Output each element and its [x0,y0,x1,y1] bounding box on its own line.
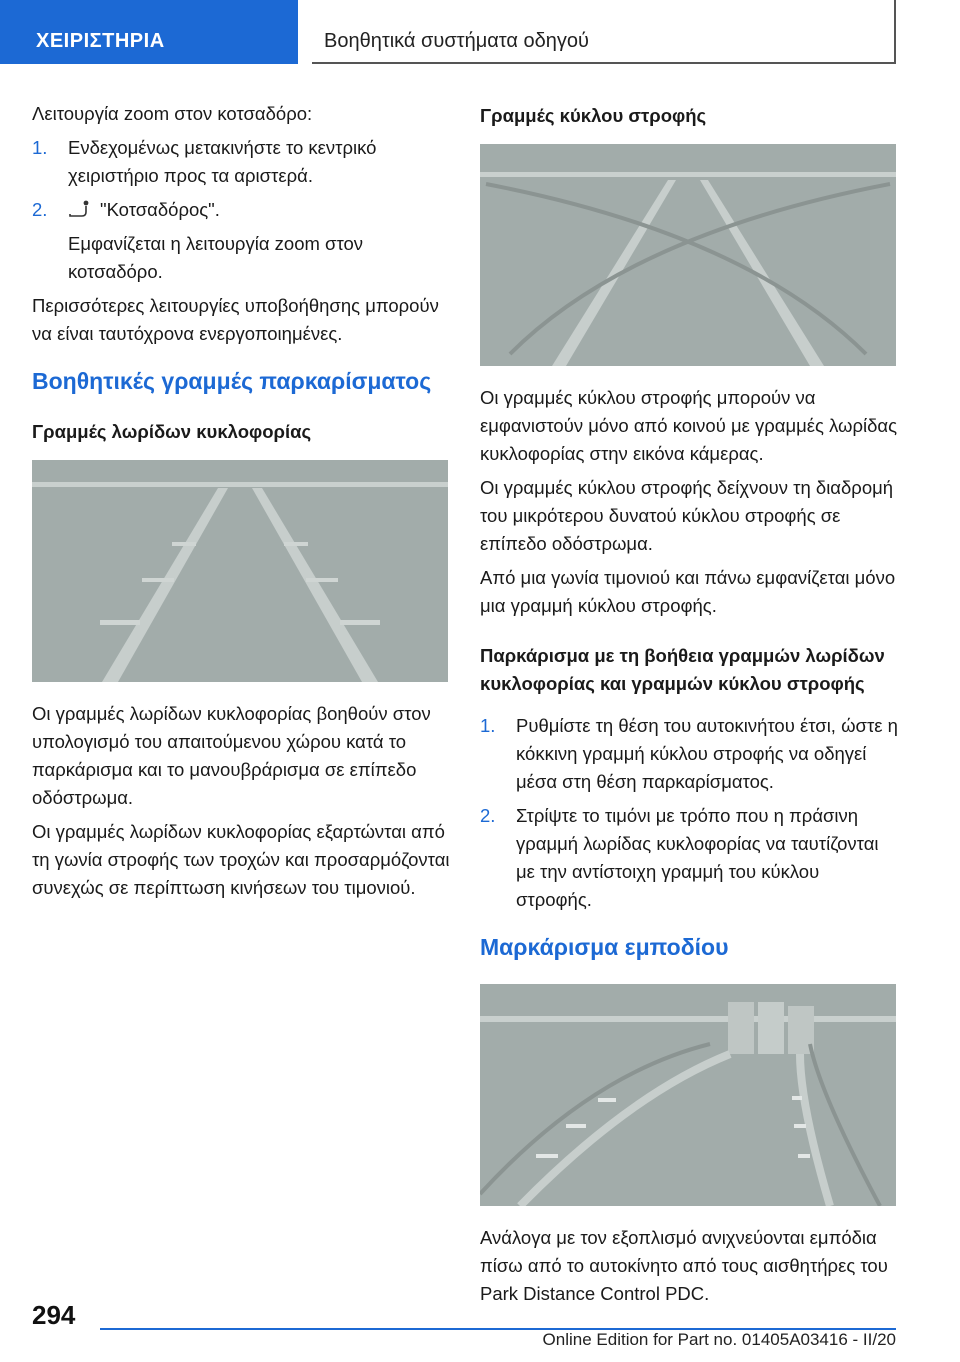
step-2-note: Εμφανίζεται η λειτουργία zoom στον κοτσαδόρο. [68,233,364,282]
step-1 [480,712,898,796]
subsection-heading: Γραμμές λωρίδων κυκλοφορίας [32,421,312,442]
step-2 [480,802,898,914]
step-1 [32,134,452,190]
section-heading: Βοηθητικές γραμμές παρκαρίσματος [32,368,432,394]
turning-circle-illustration [480,144,896,366]
edition-note: Online Edition for Part no. 01405A03416 - II/20 [542,1330,896,1349]
subsection-heading: Γραμμές κύκλου στροφής [480,105,707,126]
paragraph: Οι γραμμές κύκλου στροφής δείχνουν τη διαδρομή του μικρότερου δυνατού κύκλου στροφής σε επίπεδο οδόστρωμα. [480,477,894,554]
lane-lines-illustration [32,460,448,682]
step-text: "Κοτσαδόρος". [100,199,220,220]
section-tab: ΧΕΙΡΙΣΤΗΡΙΑ [0,0,298,64]
step-text: Στρίψτε το τιμόνι με τρόπο που η πράσινη γραμμή λωρίδας κυκλοφορίας να ταυτίζονται με την αντίστοιχη γραμμή του κύκλου στροφής. [516,805,879,910]
step-text: Ρυθμίστε τη θέση του αυτοκινήτου έτσι, ώστε η κόκκινη γραμμή κύκλου στροφής να οδηγεί μέσα στη θέση παρκαρίσματος. [516,715,898,792]
step-number: 1. [480,715,496,736]
paragraph: Από μια γωνία τιμονιού και πάνω εμφανίζεται μόνο μια γραμμή κύκλου στροφής. [480,567,896,616]
obstacle-marking-illustration [480,984,896,1206]
step-number: 1. [32,137,48,158]
section-heading: Μαρκάρισμα εμποδίου [480,934,729,960]
paragraph: Ανάλογα με τον εξοπλισμό ανιχνεύονται εμπόδια πίσω από το αυτοκίνητο από τους αισθητήρες του Park Distance Control PDC. [480,1227,888,1304]
lane-lines-figure [32,460,448,682]
page-number: 294 [32,1300,76,1330]
obstacle-marking-figure [480,984,896,1206]
step-number: 2. [32,199,48,220]
turning-circle-figure [480,144,896,366]
paragraph: Οι γραμμές λωρίδων κυκλοφορίας εξαρτώνται από τη γωνία στροφής των τροχών και προσαρμόζονται συνεχώς σε περίπτωση κινήσεων του τιμονιού. [32,821,450,898]
intro-text: Λειτουργία zoom στον κοτσαδόρο: [32,103,313,124]
subsection-heading: Παρκάρισμα με τη βοήθεια γραμμών λωρίδων κυκλοφορίας και γραμμών κύκλου στροφής [480,645,885,694]
step-text: Ενδεχομένως μετακινήστε το κεντρικό χειριστήριο προς τα αριστερά. [68,137,377,186]
chapter-title: Βοηθητικά συστήματα οδηγού [312,0,896,64]
trailer-hitch-icon [68,200,92,218]
left-column [32,100,452,908]
right-column [480,100,898,1314]
step-number: 2. [480,805,496,826]
paragraph: Οι γραμμές λωρίδων κυκλοφορίας βοηθούν στον υπολογισμό του απαιτούμενου χώρου κατά το παρκάρισμα και το μανουβράρισμα σε επίπεδο οδόστρωμα. [32,703,431,808]
step-2 [32,196,452,224]
paragraph: Οι γραμμές κύκλου στροφής μπορούν να εμφανιστούν μόνο από κοινού με γραμμές λωρίδας κυκλοφορίας στην εικόνα κάμερας. [480,387,898,464]
paragraph: Περισσότερες λειτουργίες υποβοήθησης μπορούν να είναι ταυτόχρονα ενεργοποιημένες. [32,295,439,344]
